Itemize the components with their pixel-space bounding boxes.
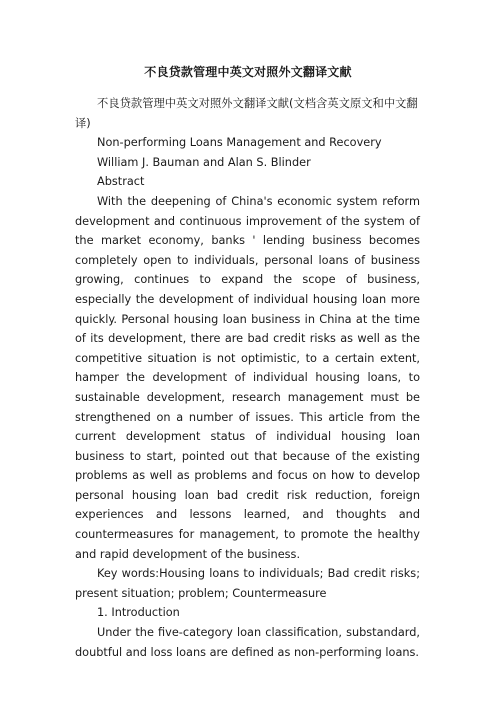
- abstract-paragraph: With the deepening of China's economic system reform development and continuous improvement of the system of the market economy, banks ' lending business becomes completely open to individuals, personal loans of business growing, continues to expand the scope of business, especially the development of individual housing loan more quickly. Personal housing loan business in China at the time of its development, there are bad credit risks as well as the competitive situation is not optimistic, to a certain extent, hamper the development of individual housing loans, to sustainable development, research management must be strengthened on a number of issues. This article from the current development status of individual housing loan business to start, pointed out that because of the existing problems as well as problems and focus on how to develop personal housing loan bad credit risk reduction, foreign experiences and lessons learned, and thoughts and countermeasures for management, to promote the healthy and rapid development of the business.: [75, 194, 420, 561]
- document-subtitle: 不良贷款管理中英文对照外文翻译文献(文档含英文原文和中文翻译): [75, 97, 418, 130]
- document-title: 不良贷款管理中英文对照外文翻译文献: [144, 65, 352, 79]
- document-body: [75, 94, 420, 662]
- paper-title: Non-performing Loans Management and Recovery: [97, 136, 382, 150]
- paper-authors: William J. Bauman and Alan S. Blinder: [97, 155, 311, 169]
- section-paragraph: Under the five-category loan classification, substandard, doubtful and loss loans are defined as non-performing loans.: [75, 626, 420, 659]
- section-heading: 1. Introduction: [97, 606, 180, 620]
- keywords-paragraph: Key words:Housing loans to individuals; Bad credit risks; present situation; problem; Countermeasure: [75, 567, 420, 600]
- abstract-heading: Abstract: [97, 175, 145, 189]
